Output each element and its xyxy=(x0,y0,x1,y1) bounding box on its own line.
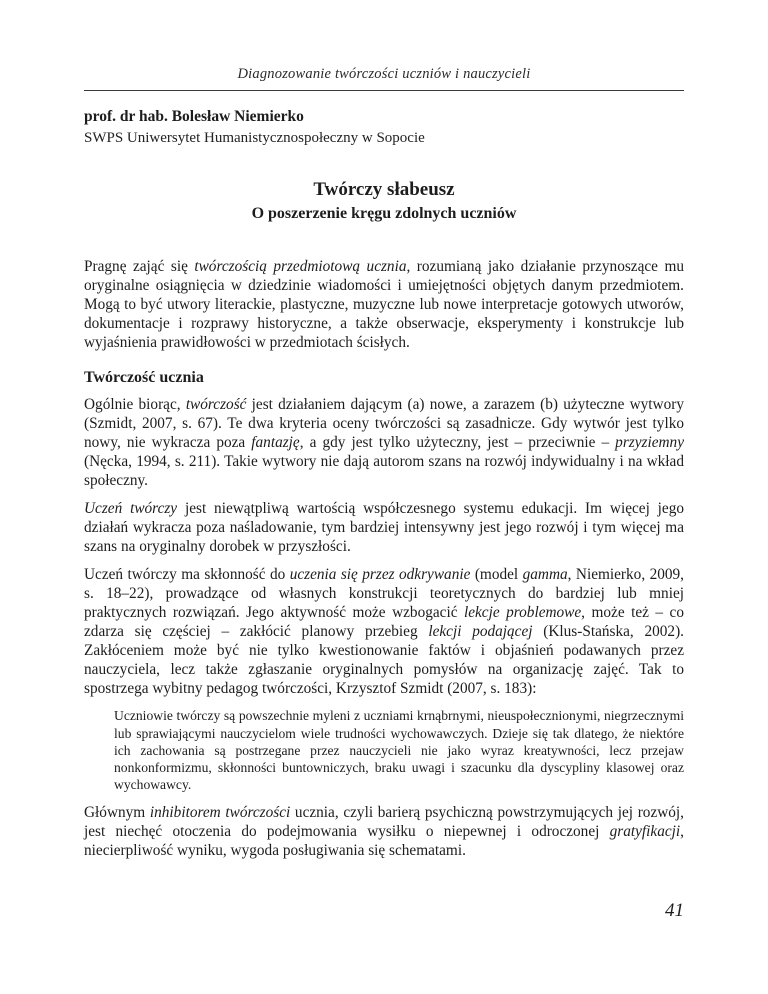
article-body xyxy=(84,257,684,860)
author-name: prof. dr hab. Bolesław Niemierko xyxy=(84,108,304,125)
italic-text-run: fantazję xyxy=(251,433,300,451)
paragraph xyxy=(84,803,684,860)
author-affiliation: SWPS Uniwersytet Humanistycznospołeczny w Sopocie xyxy=(84,129,425,146)
block-quote xyxy=(114,707,684,793)
running-header: Diagnozowanie twórczości uczniów i nauczycieli xyxy=(84,66,684,91)
text-run: Głównym xyxy=(84,803,150,821)
italic-text-run: uczenia się przez odkrywanie xyxy=(289,566,471,584)
article-subtitle: O poszerzenie kręgu zdolnych uczniów xyxy=(251,204,517,222)
text-run: , niecierpliwość wyniku, wygoda posługiwania się schematami. xyxy=(84,822,684,859)
italic-text-run: Uczeń twórczy xyxy=(84,499,178,517)
italic-text-run: twórczość xyxy=(185,395,247,413)
author-block xyxy=(84,107,684,148)
text-run: Uczeń twórczy ma skłonność do xyxy=(84,566,290,584)
text-run: (model xyxy=(470,566,523,584)
text-run: , może też – co zdarza się częściej – zakłócić planowy przebieg xyxy=(84,604,684,641)
text-run: (Nęcka, 1994, s. 211). Takie wytwory nie dają autorom szans na rozwój indywidualny i na wkład społeczny. xyxy=(84,452,684,489)
italic-text-run: gratyfikacji xyxy=(609,822,681,840)
paragraph xyxy=(84,257,684,352)
text-run: Uczniowie twórczy są powszechnie myleni z uczniami krnąbrnymi, nieuspołecznionymi, niegrzecznymi lub sprawiającymi nauczycielom wiele trudności wychowawczych. Dzieje się tak dlatego, że niektóre ich zachowania są postrzegane przez nauczycieli nie jako wyraz kreatywności, lecz przejaw nonkonformizmu, skłonności buntowniczych, braku uwagi i szacunku dla dyscypliny klasowej oraz wychowawcy. xyxy=(114,708,684,793)
text-run: (Klus-Stańska, 2002). Zakłóceniem może być nie tylko kwestionowanie faktów i objaśnień podawanych przez nauczyciela, lecz także zgłaszanie oryginalnych pomysłów na organizację zajęć. Tak to spostrzega wybitny pedagog twórczości, Krzysztof Szmidt (2007, s. 183): xyxy=(84,623,684,698)
article-title: Twórczy słabeusz xyxy=(313,179,455,201)
text-run: , Niemierko, 2009, s. 18–22), prowadzące od własnych konstrukcji teoretycznych do bardziej lub mniej praktycznych rozwiązań. Jego aktywność może wzbogacić xyxy=(84,566,684,622)
title-block xyxy=(84,178,684,225)
italic-text-run: gamma xyxy=(522,566,568,584)
italic-text-run: twórczością przedmiotową ucznia xyxy=(194,257,407,275)
text-run: jest niewątpliwą wartością współczesnego systemu edukacji. Im więcej jego działań wykracza poza naśladowanie, tym bardziej intensywny jest jego rozwój i tym więcej ma szans na oryginalny dorobek w przyszłości. xyxy=(84,499,685,555)
italic-text-run: lekcji podającej xyxy=(428,623,533,641)
text-run: Pragnę zająć się xyxy=(84,257,195,275)
section-heading xyxy=(84,368,684,388)
text-run: , rozumianą jako działanie przynoszące mu oryginalne osiągnięcia w dziedzinie wiadomości i umiejętności objętych danym przedmiotem. Mogą to być utwory literackie, plastyczne, muzyczne lub nowe interpretacje gotowych utworów, dokumentacje i rozprawy historyczne, a także obserwacje, eksperymenty i konstrukcje lub wyjaśnienia prawidłowości w przedmiotach ścisłych. xyxy=(84,257,684,351)
text-run: , a gdy jest tylko użyteczny, jest – przeciwnie – xyxy=(299,433,616,451)
page-header xyxy=(84,66,684,91)
text-run: jest działaniem dającym (a) nowe, a zarazem (b) użyteczne wytwory (Szmidt, 2007, s. 67). Te dwa kryteria oceny twórczości są zasadnicze. Gdy wytwór jest tylko nowy, nie wykracza poza xyxy=(84,395,684,451)
italic-text-run: lekcje problemowe xyxy=(463,604,582,622)
italic-text-run: inhibitorem twórczości xyxy=(149,803,291,821)
paragraph xyxy=(84,499,684,556)
text-run: ucznia, czyli barierą psychiczną powstrzymujących jej rozwój, jest niechęć otoczenia do podejmowania wysiłku o niepewnej i odroczonej xyxy=(84,803,685,840)
paragraph xyxy=(84,565,684,698)
page-number: 41 xyxy=(665,900,684,921)
text-run: Twórczość ucznia xyxy=(84,368,204,386)
text-run: Ogólnie biorąc, xyxy=(84,395,186,413)
paragraph xyxy=(84,395,684,490)
italic-text-run: przyziemny xyxy=(615,433,684,451)
